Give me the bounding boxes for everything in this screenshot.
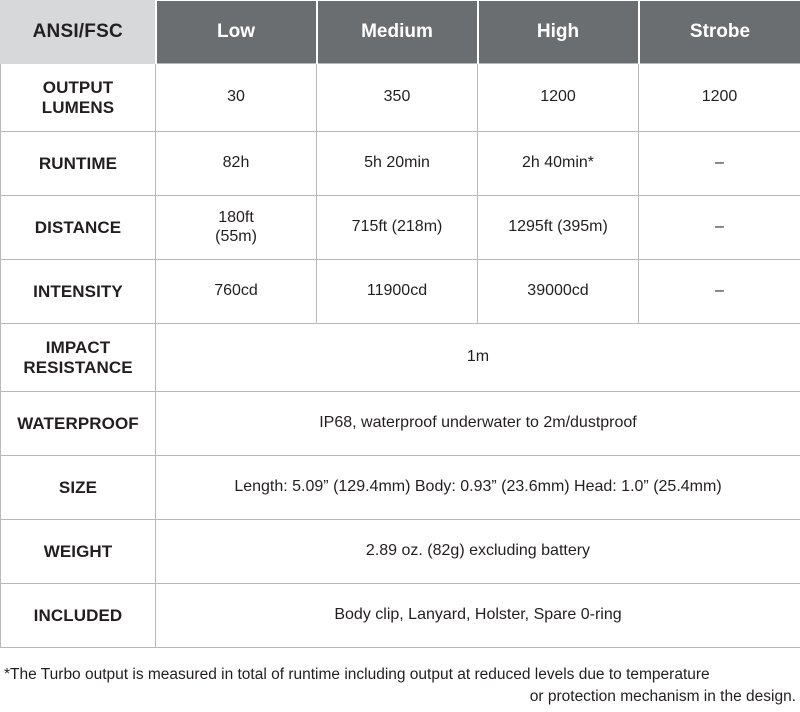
footnote <box>0 648 800 709</box>
header-cell-mode-medium <box>317 1 478 64</box>
cell-runtime-strobe <box>639 132 800 196</box>
row-label-size <box>1 456 156 520</box>
cell-value: 2h 40min* <box>521 154 595 172</box>
row-label-output-lumens <box>1 64 156 132</box>
cell-value-line: (55m) <box>215 227 257 245</box>
cell-value: 1295ft (395m) <box>508 218 608 236</box>
row-label-line: WEIGHT <box>43 541 113 561</box>
cell-value-line: 180ft <box>218 209 254 227</box>
cell-value: Length: 5.09” (129.4mm) Body: 0.93” (23.6mm) Head: 1.0” (25.4mm) <box>234 478 722 496</box>
table-body <box>1 64 800 648</box>
row-label-line: OUTPUT <box>42 78 114 98</box>
footnote-line-2: or protection mechanism in the design. <box>529 688 796 706</box>
cell-value: 5h 20min <box>364 154 430 172</box>
cell-value: 2.89 oz. (82g) excluding battery <box>365 542 591 560</box>
cell-value: – <box>715 154 724 172</box>
cell-weight-value <box>156 520 800 584</box>
row-label-line: IMPACT <box>45 338 111 358</box>
cell-value: 1m <box>466 348 490 366</box>
cell-value: 1200 <box>701 88 738 106</box>
header-cell-ansi-fsc <box>1 1 156 64</box>
row-label-line: RUNTIME <box>38 153 118 173</box>
row-label-line: WATERPROOF <box>17 413 139 433</box>
cell-value: 39000cd <box>527 282 589 300</box>
header-label-ansi-fsc: ANSI/FSC <box>32 21 123 42</box>
row-label-intensity <box>1 260 156 324</box>
cell-distance-strobe <box>639 196 800 260</box>
cell-intensity-strobe <box>639 260 800 324</box>
cell-value: 82h <box>222 154 250 172</box>
cell-intensity-low <box>156 260 317 324</box>
cell-distance-medium <box>317 196 478 260</box>
cell-runtime-medium <box>317 132 478 196</box>
row-label-line: INTENSITY <box>33 281 123 301</box>
cell-waterproof-value <box>156 392 800 456</box>
cell-output-lumens-low <box>156 64 317 132</box>
cell-value: 715ft (218m) <box>351 218 443 236</box>
row-label-line: LUMENS <box>41 97 115 117</box>
row-label-runtime <box>1 132 156 196</box>
cell-distance-low <box>156 196 317 260</box>
cell-runtime-low <box>156 132 317 196</box>
table-row-impact-resistance <box>1 324 800 392</box>
cell-output-lumens-strobe <box>639 64 800 132</box>
header-label-medium: Medium <box>361 20 433 42</box>
header-cell-mode-strobe <box>639 1 800 64</box>
header-label-strobe: Strobe <box>689 20 751 42</box>
cell-included-value <box>156 584 800 648</box>
header-label-high: High <box>536 20 580 42</box>
cell-value: 11900cd <box>366 282 428 300</box>
table-header <box>1 1 800 64</box>
footnote-line-1: *The Turbo output is measured in total of runtime including output at reduced levels due to temperature <box>4 666 710 683</box>
cell-impact-resistance-value <box>156 324 800 392</box>
table-row-size <box>1 456 800 520</box>
header-cell-mode-low <box>156 1 317 64</box>
row-label-impact-resistance <box>1 324 156 392</box>
table-row-included <box>1 584 800 648</box>
cell-intensity-medium <box>317 260 478 324</box>
row-label-line: SIZE <box>58 477 98 497</box>
cell-distance-high <box>478 196 639 260</box>
table-row-weight <box>1 520 800 584</box>
row-label-included <box>1 584 156 648</box>
header-row <box>1 1 800 64</box>
cell-value: IP68, waterproof underwater to 2m/dustproof <box>319 414 637 432</box>
row-label-weight <box>1 520 156 584</box>
cell-value: 350 <box>383 88 411 106</box>
table-row-runtime <box>1 132 800 196</box>
cell-output-lumens-medium <box>317 64 478 132</box>
cell-output-lumens-high <box>478 64 639 132</box>
table-row-output-lumens <box>1 64 800 132</box>
row-label-waterproof <box>1 392 156 456</box>
header-label-low: Low <box>217 20 255 42</box>
header-cell-mode-high <box>478 1 639 64</box>
row-label-line: INCLUDED <box>33 605 123 625</box>
row-label-line: RESISTANCE <box>23 357 133 377</box>
table-row-waterproof <box>1 392 800 456</box>
cell-value: Body clip, Lanyard, Holster, Spare 0-ring <box>334 606 622 624</box>
table-row-intensity <box>1 260 800 324</box>
table-row-distance <box>1 196 800 260</box>
row-label-distance <box>1 196 156 260</box>
cell-value: 760cd <box>214 282 258 300</box>
cell-value: 30 <box>227 88 245 106</box>
cell-intensity-high <box>478 260 639 324</box>
cell-value: – <box>715 282 724 300</box>
cell-runtime-high <box>478 132 639 196</box>
cell-size-value <box>156 456 800 520</box>
cell-value: 1200 <box>540 88 576 106</box>
cell-value: – <box>715 218 724 236</box>
row-label-line: DISTANCE <box>34 217 122 237</box>
